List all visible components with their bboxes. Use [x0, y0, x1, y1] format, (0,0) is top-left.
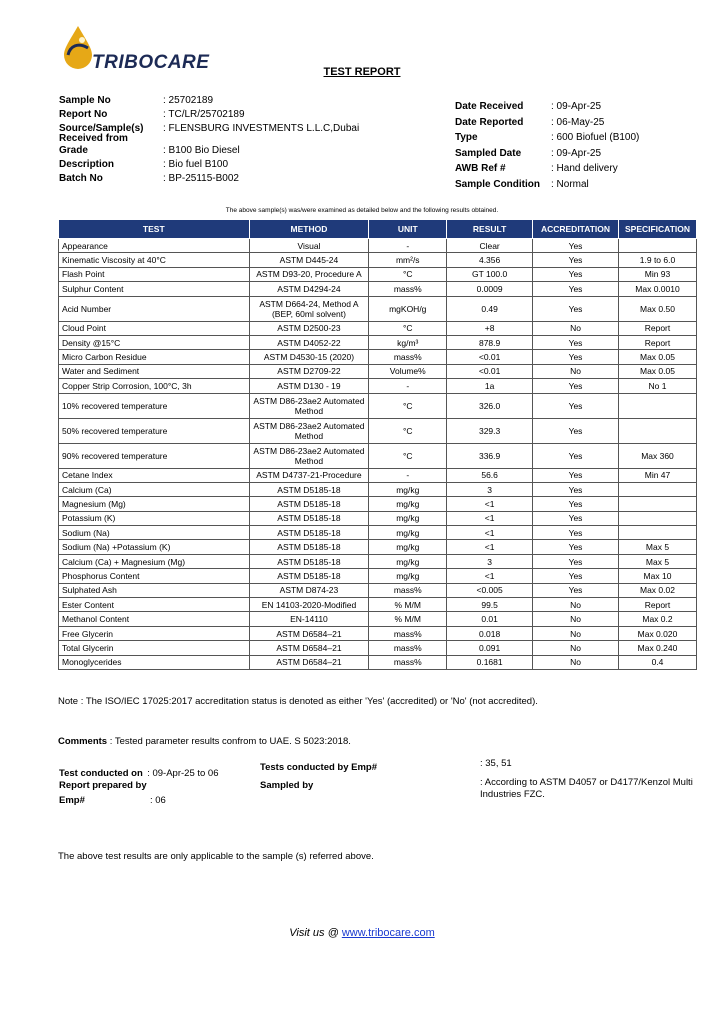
cell-specification: Min 47: [618, 468, 696, 482]
cell-accreditation: Yes: [533, 350, 619, 364]
info-label: Received from: [59, 133, 128, 144]
cell-test: Potassium (K): [59, 511, 250, 525]
info-label: Grade: [59, 145, 88, 156]
cell-result: 0.49: [447, 296, 533, 321]
info-value: : FLENSBURG INVESTMENTS L.L.C,Dubai: [163, 123, 360, 134]
cell-accreditation: Yes: [533, 418, 619, 443]
cell-accreditation: No: [533, 626, 619, 640]
cell-accreditation: Yes: [533, 379, 619, 393]
table-row: [59, 554, 697, 568]
cell-specification: [618, 482, 696, 496]
cell-accreditation: Yes: [533, 393, 619, 418]
sample-info-left: [59, 95, 389, 187]
cell-test: Sodium (Na): [59, 526, 250, 540]
cell-accreditation: Yes: [533, 583, 619, 597]
cell-test: Calcium (Ca) + Magnesium (Mg): [59, 554, 250, 568]
cell-result: 0.01: [447, 612, 533, 626]
cell-result: 326.0: [447, 393, 533, 418]
info-value: : 06-May-25: [551, 116, 605, 128]
table-row: [59, 468, 697, 482]
cell-test: Flash Point: [59, 267, 250, 281]
cell-test: Calcium (Ca): [59, 482, 250, 496]
cell-specification: [618, 511, 696, 525]
table-row: [59, 511, 697, 525]
info-value: : B100 Bio Diesel: [163, 145, 240, 156]
col-header-result: RESULT: [447, 220, 533, 239]
cell-result: 0.091: [447, 641, 533, 655]
info-value: : 09-Apr-25: [551, 147, 602, 159]
cell-unit: mass%: [369, 350, 447, 364]
cell-test: 90% recovered temperature: [59, 443, 250, 468]
info-label: AWB Ref #: [455, 163, 506, 174]
table-row: [59, 253, 697, 267]
cell-method: Visual: [249, 239, 369, 253]
cell-unit: mass%: [369, 626, 447, 640]
cell-result: <0.01: [447, 364, 533, 378]
col-header-test: TEST: [59, 220, 250, 239]
cell-result: <1: [447, 540, 533, 554]
cell-unit: mass%: [369, 583, 447, 597]
report-prepared-by-label: Report prepared by: [59, 780, 147, 791]
sample-info-right: [455, 101, 685, 194]
cell-result: 329.3: [447, 418, 533, 443]
cell-method: ASTM D664-24, Method A (BEP, 60ml solvent): [249, 296, 369, 321]
info-label: Description: [59, 159, 115, 170]
cell-accreditation: Yes: [533, 482, 619, 496]
cell-test: 10% recovered temperature: [59, 393, 250, 418]
cell-test: Total Glycerin: [59, 641, 250, 655]
cell-method: ASTM D5185-18: [249, 526, 369, 540]
cell-accreditation: Yes: [533, 253, 619, 267]
sampled-by-label: Sampled by: [260, 780, 314, 791]
pre-table-note: The above sample(s) was/were examined as detailed below and the following results obtained.: [225, 207, 499, 214]
cell-unit: mg/kg: [369, 554, 447, 568]
cell-method: ASTM D6584–21: [249, 626, 369, 640]
cell-result: 56.6: [447, 468, 533, 482]
company-logo: [58, 22, 210, 73]
cell-specification: 1.9 to 6.0: [618, 253, 696, 267]
cell-unit: mg/kg: [369, 511, 447, 525]
table-row: [59, 321, 697, 335]
cell-unit: °C: [369, 321, 447, 335]
table-row: [59, 540, 697, 554]
cell-test: Water and Sediment: [59, 364, 250, 378]
cell-method: ASTM D4530-15 (2020): [249, 350, 369, 364]
table-row: [59, 418, 697, 443]
cell-method: EN 14103-2020-Modified: [249, 598, 369, 612]
cell-unit: mm²/s: [369, 253, 447, 267]
visit-us: [0, 927, 724, 939]
cell-method: ASTM D86-23ae2 Automated Method: [249, 393, 369, 418]
table-row: [59, 655, 697, 669]
table-row: [59, 583, 697, 597]
cell-specification: [618, 497, 696, 511]
col-header-unit: UNIT: [369, 220, 447, 239]
cell-specification: Max 0.02: [618, 583, 696, 597]
cell-result: Clear: [447, 239, 533, 253]
cell-unit: mg/kg: [369, 540, 447, 554]
cell-accreditation: Yes: [533, 282, 619, 296]
emp-label: Emp#: [59, 795, 85, 806]
cell-unit: mg/kg: [369, 526, 447, 540]
cell-method: ASTM D6584–21: [249, 655, 369, 669]
cell-result: 3: [447, 554, 533, 568]
cell-accreditation: Yes: [533, 540, 619, 554]
cell-test: Free Glycerin: [59, 626, 250, 640]
cell-specification: [618, 526, 696, 540]
cell-method: ASTM D4294-24: [249, 282, 369, 296]
cell-method: ASTM D445-24: [249, 253, 369, 267]
cell-test: Sulphated Ash: [59, 583, 250, 597]
cell-test: Methanol Content: [59, 612, 250, 626]
cell-result: 878.9: [447, 335, 533, 349]
cell-specification: Max 0.2: [618, 612, 696, 626]
cell-unit: mgKOH/g: [369, 296, 447, 321]
cell-specification: Max 0.240: [618, 641, 696, 655]
col-header-specification: SPECIFICATION: [618, 220, 696, 239]
table-row: [59, 364, 697, 378]
table-row: [59, 569, 697, 583]
cell-test: Cloud Point: [59, 321, 250, 335]
info-value: : 25702189: [163, 95, 214, 106]
cell-unit: mg/kg: [369, 569, 447, 583]
sampled-by-value: : According to ASTM D4057 or D4177/Kenzol Multi Industries FZC.: [480, 777, 693, 800]
cell-result: <1: [447, 526, 533, 540]
cell-result: <1: [447, 497, 533, 511]
cell-specification: Max 10: [618, 569, 696, 583]
cell-result: 0.018: [447, 626, 533, 640]
cell-unit: °C: [369, 267, 447, 281]
cell-method: ASTM D130 - 19: [249, 379, 369, 393]
cell-accreditation: No: [533, 321, 619, 335]
info-value: : TC/LR/25702189: [163, 109, 245, 120]
cell-specification: Max 5: [618, 540, 696, 554]
cell-test: Acid Number: [59, 296, 250, 321]
table-row: [59, 626, 697, 640]
cell-test: Phosphorus Content: [59, 569, 250, 583]
cell-specification: [618, 393, 696, 418]
cell-result: +8: [447, 321, 533, 335]
info-label: Sample Condition: [455, 178, 540, 190]
emp-value: : 06: [150, 795, 166, 806]
cell-accreditation: Yes: [533, 468, 619, 482]
cell-unit: -: [369, 379, 447, 393]
cell-method: ASTM D2709-22: [249, 364, 369, 378]
cell-result: <0.005: [447, 583, 533, 597]
cell-accreditation: Yes: [533, 335, 619, 349]
cell-unit: mg/kg: [369, 497, 447, 511]
cell-specification: [618, 239, 696, 253]
brand-name: TRIBOCARE: [92, 52, 210, 73]
cell-method: ASTM D86-23ae2 Automated Method: [249, 443, 369, 468]
cell-test: Sodium (Na) +Potassium (K): [59, 540, 250, 554]
cell-result: 336.9: [447, 443, 533, 468]
accreditation-note: Note : The ISO/IEC 17025:2017 accreditation status is denoted as either 'Yes' (accredited) or 'No' (not accredited).: [58, 696, 538, 707]
cell-accreditation: No: [533, 364, 619, 378]
info-label: Sample No: [59, 95, 111, 106]
table-row: [59, 335, 697, 349]
cell-accreditation: No: [533, 655, 619, 669]
cell-method: ASTM D4052-22: [249, 335, 369, 349]
table-row: [59, 443, 697, 468]
cell-test: Micro Carbon Residue: [59, 350, 250, 364]
table-row: [59, 497, 697, 511]
table-row: [59, 612, 697, 626]
info-label: Date Reported: [455, 116, 524, 128]
disclaimer: The above test results are only applicable to the sample (s) referred above.: [58, 851, 374, 862]
cell-accreditation: Yes: [533, 296, 619, 321]
cell-result: <1: [447, 569, 533, 583]
cell-accreditation: No: [533, 641, 619, 655]
cell-unit: °C: [369, 393, 447, 418]
cell-test: Ester Content: [59, 598, 250, 612]
cell-accreditation: No: [533, 598, 619, 612]
website-link[interactable]: www.tribocare.com: [341, 927, 435, 939]
cell-test: Appearance: [59, 239, 250, 253]
cell-test: Magnesium (Mg): [59, 497, 250, 511]
cell-result: 3: [447, 482, 533, 496]
cell-method: ASTM D6584–21: [249, 641, 369, 655]
cell-method: ASTM D4737-21-Procedure: [249, 468, 369, 482]
cell-accreditation: Yes: [533, 443, 619, 468]
cell-accreditation: Yes: [533, 239, 619, 253]
cell-method: ASTM D93-20, Procedure A: [249, 267, 369, 281]
cell-method: EN-14110: [249, 612, 369, 626]
cell-specification: Max 0.0010: [618, 282, 696, 296]
cell-specification: Max 0.05: [618, 364, 696, 378]
cell-result: 1a: [447, 379, 533, 393]
table-header-row: [59, 220, 697, 239]
cell-unit: mass%: [369, 655, 447, 669]
cell-test: Sulphur Content: [59, 282, 250, 296]
cell-test: Density @15°C: [59, 335, 250, 349]
cell-accreditation: Yes: [533, 497, 619, 511]
info-value: : Normal: [551, 178, 589, 190]
cell-method: ASTM D5185-18: [249, 497, 369, 511]
cell-specification: Max 0.50: [618, 296, 696, 321]
test-conducted-on-label: Test conducted on: [59, 768, 143, 779]
cell-method: ASTM D5185-18: [249, 540, 369, 554]
info-value: : 600 Biofuel (B100): [551, 132, 640, 143]
cell-accreditation: Yes: [533, 526, 619, 540]
cell-accreditation: Yes: [533, 569, 619, 583]
cell-result: 99.5: [447, 598, 533, 612]
cell-result: <1: [447, 511, 533, 525]
table-row: [59, 379, 697, 393]
cell-unit: kg/m³: [369, 335, 447, 349]
cell-unit: mass%: [369, 282, 447, 296]
info-value: : Bio fuel B100: [163, 159, 229, 170]
info-label: Source/Sample(s): [59, 123, 144, 134]
info-label: Batch No: [59, 173, 103, 184]
cell-unit: % M/M: [369, 612, 447, 626]
cell-test: Kinematic Viscosity at 40°C: [59, 253, 250, 267]
cell-specification: Report: [618, 335, 696, 349]
cell-result: 0.0009: [447, 282, 533, 296]
test-conducted-on: [59, 763, 219, 781]
cell-accreditation: Yes: [533, 511, 619, 525]
cell-method: ASTM D5185-18: [249, 511, 369, 525]
cell-method: ASTM D5185-18: [249, 569, 369, 583]
table-row: [59, 350, 697, 364]
page-title: TEST REPORT: [323, 66, 401, 78]
cell-unit: mg/kg: [369, 482, 447, 496]
cell-test: Monoglycerides: [59, 655, 250, 669]
cell-specification: Max 5: [618, 554, 696, 568]
table-row: [59, 282, 697, 296]
test-conducted-on-value: : 09-Apr-25 to 06: [147, 768, 219, 779]
table-row: [59, 598, 697, 612]
cell-result: <0.01: [447, 350, 533, 364]
cell-test: Copper Strip Corrosion, 100°C, 3h: [59, 379, 250, 393]
cell-result: 0.1681: [447, 655, 533, 669]
table-row: [59, 239, 697, 253]
table-row: [59, 641, 697, 655]
cell-unit: Volume%: [369, 364, 447, 378]
tests-by-emp-value: : 35, 51: [480, 758, 512, 769]
cell-unit: mass%: [369, 641, 447, 655]
cell-result: 4.356: [447, 253, 533, 267]
cell-method: ASTM D5185-18: [249, 482, 369, 496]
cell-method: ASTM D2500-23: [249, 321, 369, 335]
info-label: Report No: [59, 109, 108, 120]
cell-method: ASTM D874-23: [249, 583, 369, 597]
cell-unit: % M/M: [369, 598, 447, 612]
info-value: : 09-Apr-25: [551, 101, 602, 112]
info-value: : Hand delivery: [551, 163, 618, 174]
cell-specification: Max 0.05: [618, 350, 696, 364]
table-row: [59, 296, 697, 321]
col-header-accreditation: ACCREDITATION: [533, 220, 619, 239]
cell-accreditation: Yes: [533, 267, 619, 281]
cell-test: 50% recovered temperature: [59, 418, 250, 443]
cell-specification: Report: [618, 321, 696, 335]
cell-accreditation: No: [533, 612, 619, 626]
cell-specification: Min 93: [618, 267, 696, 281]
cell-specification: 0.4: [618, 655, 696, 669]
comments: [58, 736, 351, 747]
table-row: [59, 267, 697, 281]
col-header-method: METHOD: [249, 220, 369, 239]
cell-specification: No 1: [618, 379, 696, 393]
table-row: [59, 482, 697, 496]
tests-by-emp-label: Tests conducted by Emp#: [260, 762, 378, 773]
cell-result: GT 100.0: [447, 267, 533, 281]
cell-unit: -: [369, 239, 447, 253]
cell-test: Cetane Index: [59, 468, 250, 482]
cell-method: ASTM D86-23ae2 Automated Method: [249, 418, 369, 443]
cell-method: ASTM D5185-18: [249, 554, 369, 568]
cell-specification: Max 360: [618, 443, 696, 468]
results-table: [58, 219, 697, 670]
cell-specification: [618, 418, 696, 443]
cell-unit: °C: [369, 443, 447, 468]
comments-text: : Tested parameter results confrom to UAE. S 5023:2018.: [107, 736, 351, 747]
comments-label: Comments: [58, 736, 108, 747]
cell-unit: -: [369, 468, 447, 482]
cell-unit: °C: [369, 418, 447, 443]
table-row: [59, 526, 697, 540]
info-label: Date Received: [455, 101, 524, 112]
info-value: : BP-25115-B002: [163, 173, 239, 184]
visit-prefix: Visit us @: [289, 927, 342, 939]
cell-specification: Report: [618, 598, 696, 612]
cell-accreditation: Yes: [533, 554, 619, 568]
info-label: Sampled Date: [455, 147, 522, 159]
info-label: Type: [455, 132, 478, 143]
cell-specification: Max 0.020: [618, 626, 696, 640]
table-row: [59, 393, 697, 418]
